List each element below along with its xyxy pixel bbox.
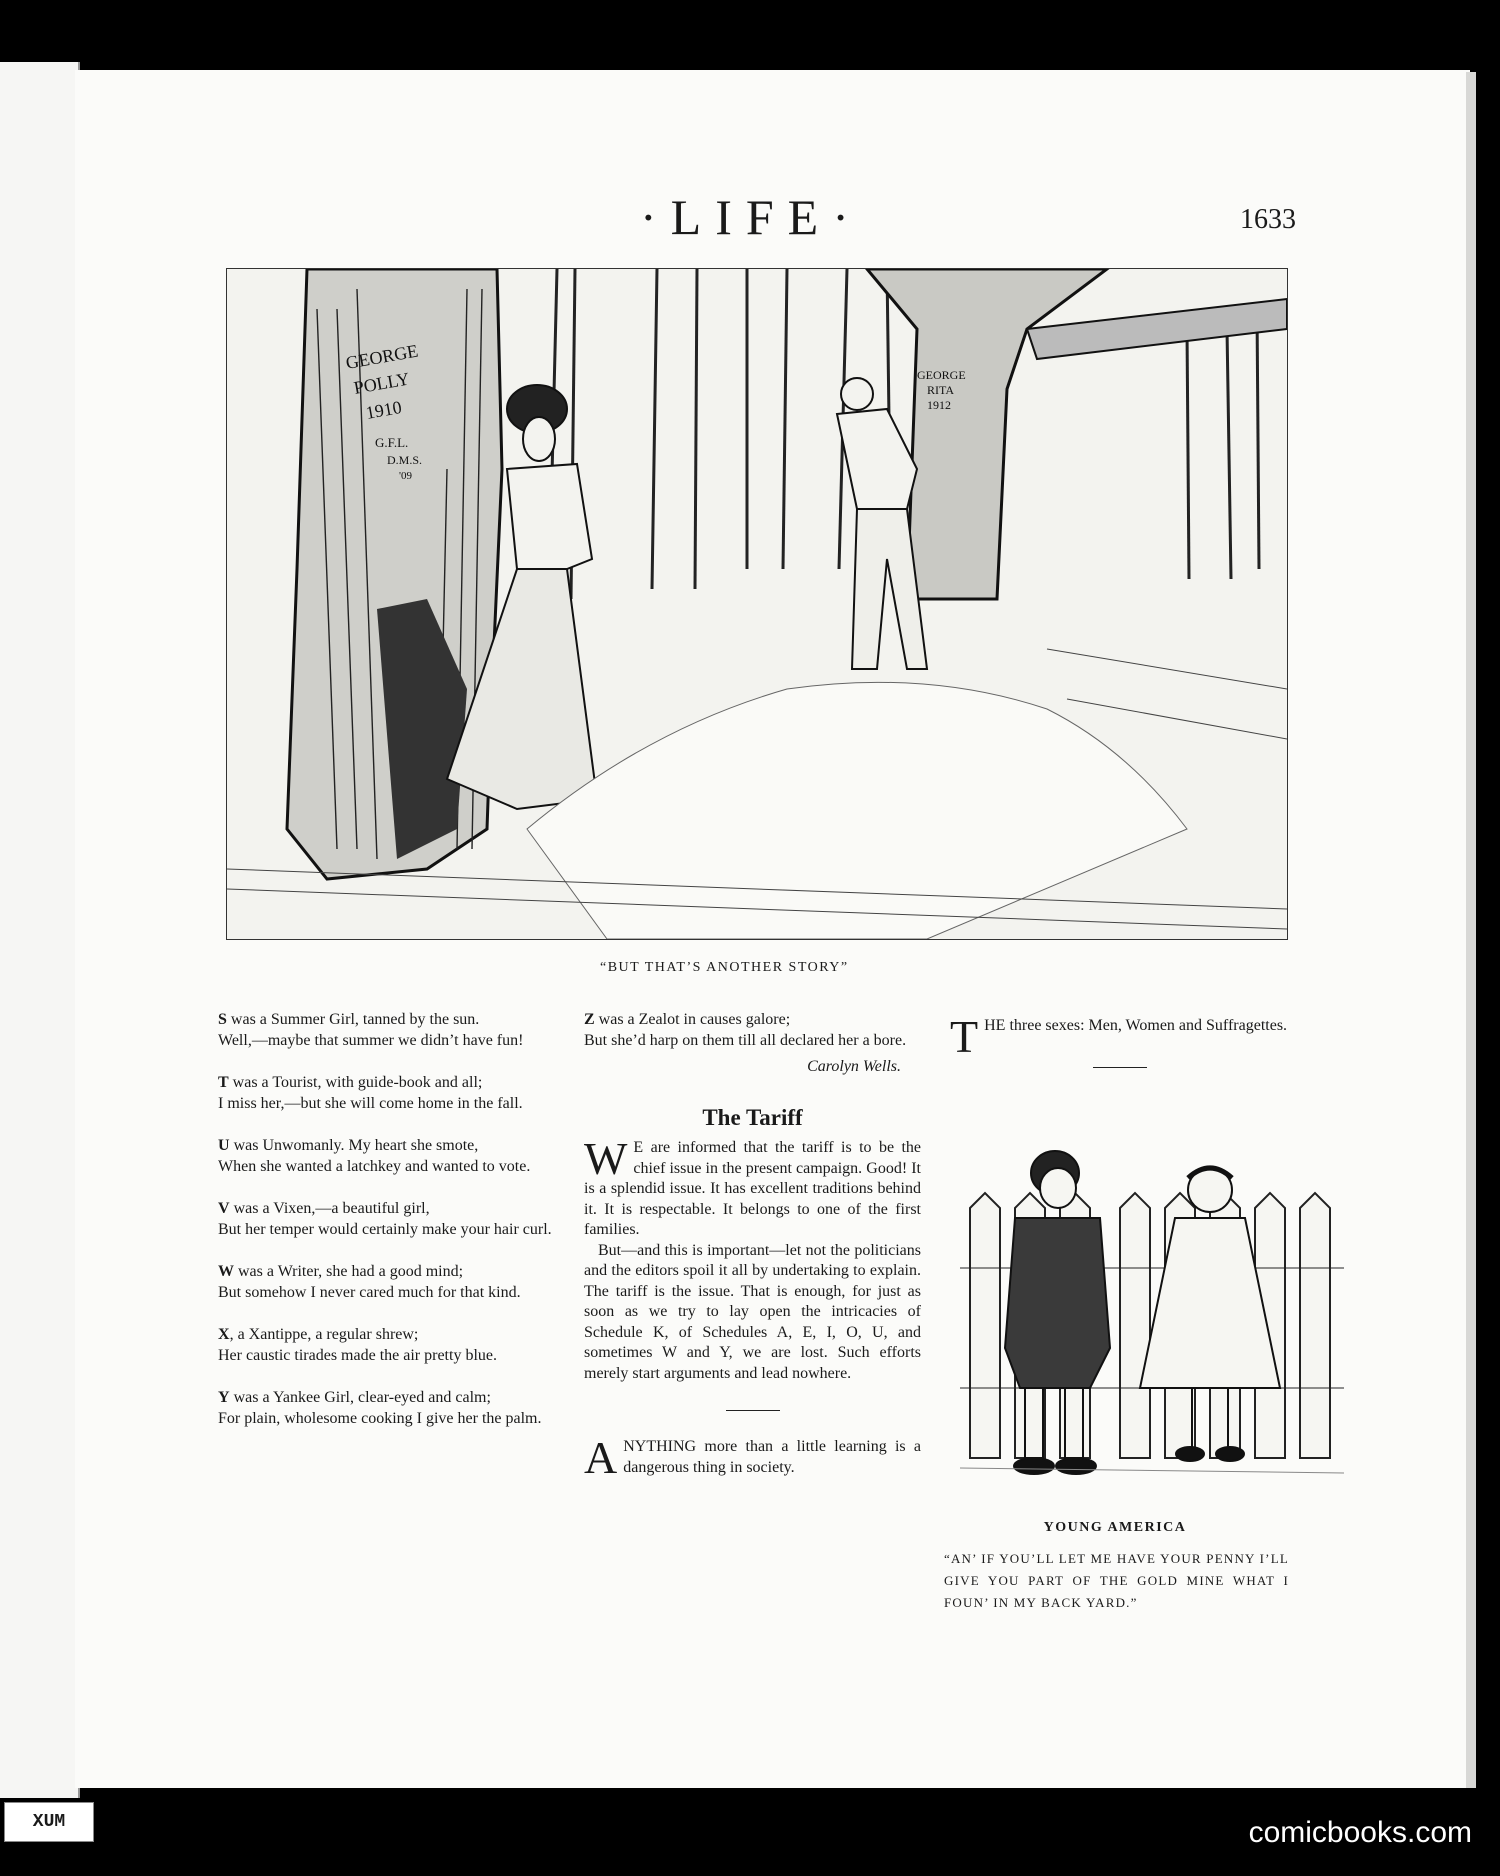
drop-cap: T <box>950 1011 979 1062</box>
svg-text:'09: '09 <box>399 470 412 482</box>
tariff-paragraph: W E are informed that the tariff is to be the chief issue in the present campaign. Good! It is a splendid issue. It has excellent traditions behind it. It is respectable. It belongs to one of the first families. <box>584 1133 921 1238</box>
masthead: ·LIFE· <box>640 189 863 245</box>
drop-cap: W <box>584 1133 628 1184</box>
svg-text:GEORGE: GEORGE <box>344 340 420 373</box>
poem-stanza: Y was a Yankee Girl, clear-eyed and calm; For plain, wholesome cooking I give her the palm. <box>218 1389 542 1427</box>
svg-text:GEORGE: GEORGE <box>917 368 966 382</box>
middle-column <box>584 1010 921 1483</box>
poem-stanza: V was a Vixen,—a beautiful girl, But her temper would certainly make your hair curl. <box>218 1200 552 1238</box>
svg-text:RITA: RITA <box>927 383 955 397</box>
children-drawing <box>960 1148 1344 1498</box>
svg-text:1912: 1912 <box>927 398 951 412</box>
scan-label: XUM <box>4 1802 94 1842</box>
divider <box>1093 1067 1147 1068</box>
svg-text:D.M.S.: D.M.S. <box>387 453 423 467</box>
tariff-title: The Tariff <box>702 1104 803 1130</box>
poem-author: Carolyn Wells. <box>807 1058 901 1075</box>
poem-stanza: Z was a Zealot in causes galore; But she’d harp on them till all declared her a bore. <box>584 1011 907 1049</box>
poem-column <box>218 1010 556 1451</box>
page-right-edge <box>1466 72 1476 1788</box>
forest-illustration <box>226 268 1288 940</box>
svg-text:POLLY: POLLY <box>352 368 412 398</box>
facing-page-edge <box>0 62 80 1798</box>
poem-stanza: S was a Summer Girl, tanned by the sun. Well,—maybe that summer we didn’t have fun! <box>218 1011 524 1049</box>
drop-cap: A <box>584 1432 618 1483</box>
page-number: 1633 <box>1240 204 1296 235</box>
young-america-caption: “AN’ IF YOU’LL LET ME HAVE YOUR PENNY I’LL GIVE YOU PART OF THE GOLD MINE WHAT I FOUN’ IN MY BACK YARD.” <box>944 1551 1289 1610</box>
young-america-illustration <box>960 1148 1344 1498</box>
svg-text:1910: 1910 <box>364 396 404 423</box>
divider <box>726 1410 780 1411</box>
poem-stanza: U was Unwomanly. My heart she smote, When she wanted a latchkey and wanted to vote. <box>218 1137 531 1175</box>
forest-drawing <box>227 269 1287 939</box>
anything-paragraph: ANYTHING more than a little learning is a dangerous thing in society. <box>584 1432 921 1483</box>
illustration-caption: “BUT THAT’S ANOTHER STORY” <box>600 960 849 975</box>
poem-stanza: X, a Xantippe, a regular shrew; Her caustic tirades made the air pretty blue. <box>218 1326 497 1364</box>
sexes-paragraph: THE three sexes: Men, Women and Suffragettes. <box>950 1011 1288 1062</box>
right-column <box>950 1011 1290 1094</box>
young-america-title: YOUNG AMERICA <box>1043 1520 1187 1535</box>
poem-stanza: W was a Writer, she had a good mind; But somehow I never cared much for that kind. <box>218 1263 521 1301</box>
watermark: comicbooks.com <box>1248 1816 1472 1849</box>
tariff-paragraph: But—and this is important—let not the politicians and the editors spoil it all by undertaking to explain. The tariff is the issue. That is enough, for just as soon as we try to lay open the intricacies of Schedule K, of Schedules A, E, I, O, U, and sometimes W and Y, we are lost. Such efforts merely start arguments and lead nowhere. <box>584 1241 921 1382</box>
poem-stanza: T was a Tourist, with guide-book and all; I miss her,—but she will come home in the fall. <box>218 1074 523 1112</box>
svg-text:G.F.L.: G.F.L. <box>375 435 409 450</box>
